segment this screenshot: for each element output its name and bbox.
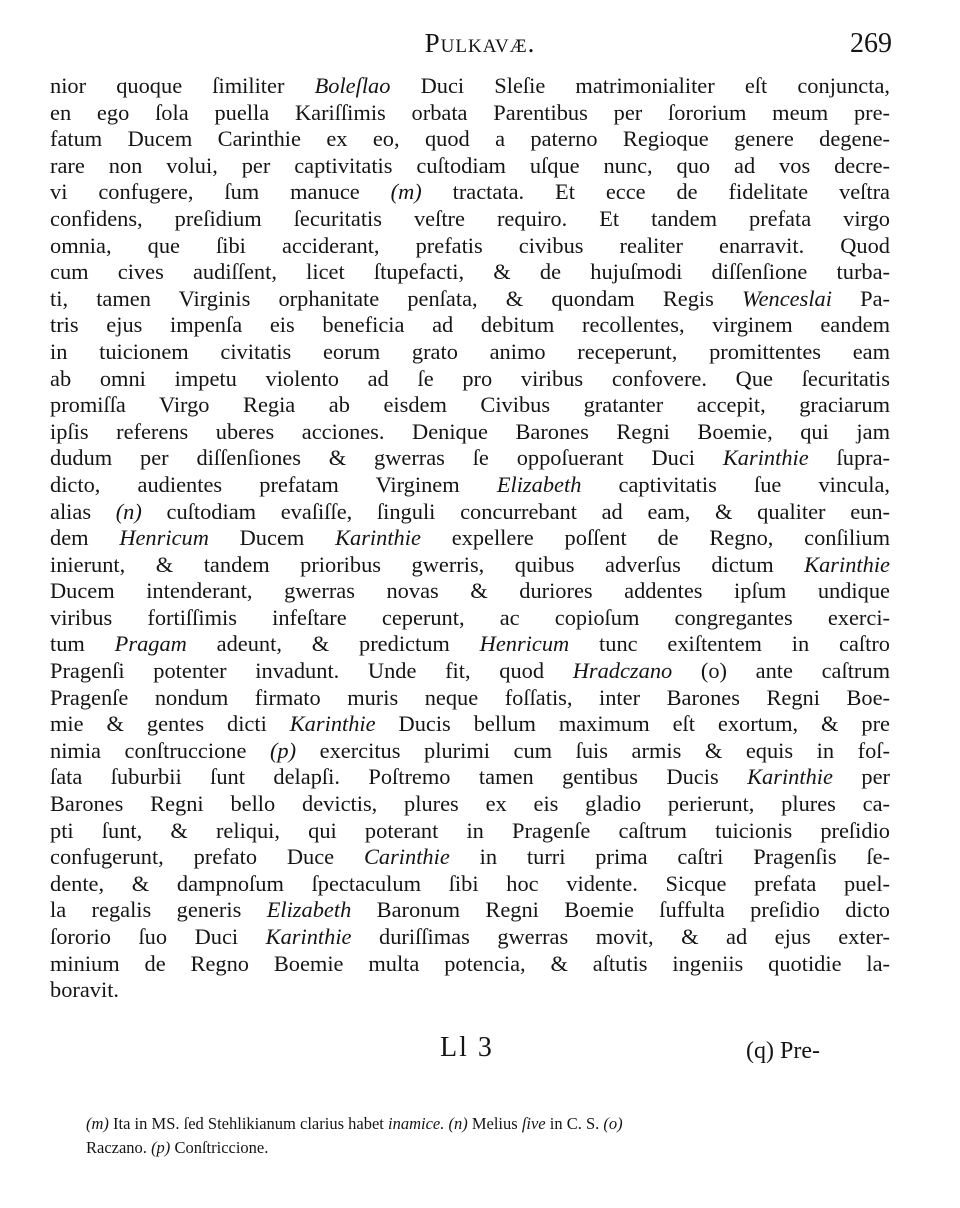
- body-line: [50, 339, 890, 366]
- body-text: confidens, preſidium ſecuritatis veſtre requiro. Et tandem prefata virgo: [50, 205, 890, 231]
- body-text: ti, tamen Virginis orphanitate penſata, & quondam Regis: [50, 285, 743, 311]
- body-text: ab omni impetu violento ad ſe pro viribus confovere. Que ſecuritatis: [50, 365, 890, 391]
- footnote-text: Melius: [467, 1114, 522, 1133]
- body-text: captivitatis ſue vincula,: [581, 471, 890, 497]
- body-italic-text: Karinthie: [747, 764, 833, 790]
- body-text: exercitus plurimi cum ſuis armis & equis in foſ-: [296, 737, 890, 763]
- body-text: dicto, audientes prefatam Virginem: [50, 471, 497, 497]
- body-text: en ego ſola puella Kariſſimis orbata Parentibus per ſororium meum pre-: [50, 99, 890, 125]
- body-line: [50, 977, 890, 1004]
- footnotes-block: [86, 1112, 886, 1160]
- body-text: la regalis generis: [50, 897, 267, 923]
- body-line: [50, 578, 890, 605]
- body-line: [50, 844, 890, 871]
- body-line: [50, 233, 890, 260]
- body-line: [50, 951, 890, 978]
- body-text: cum cives audiſſent, licet ſtupefacti, & de hujuſmodi diſſenſione turba-: [50, 259, 890, 285]
- body-italic-text: Karinthie: [289, 711, 376, 737]
- body-text: Ducem intenderant, gwerras novas & duriores addentes ipſum undique: [50, 578, 890, 604]
- body-text: Duci Sleſie matrimonialiter eſt conjuncta,: [390, 73, 890, 98]
- footnote-rule: [50, 1100, 170, 1101]
- body-italic-text: (m): [390, 179, 422, 205]
- body-italic-text: Henricum: [479, 631, 570, 657]
- body-text: dem: [50, 525, 120, 551]
- body-italic-text: Karinthie: [335, 525, 421, 551]
- body-text: tractata. Et ecce de fidelitate veſtra: [421, 179, 890, 205]
- body-line: [50, 738, 890, 765]
- body-text: per: [832, 764, 890, 790]
- body-text: ipſis referens uberes acciones. Denique Barones Regni Boemie, qui jam: [50, 418, 890, 444]
- body-text: adeunt, & predictum: [186, 631, 480, 657]
- body-text: rare non volui, per captivitatis cuſtodiam uſque nunc, quo ad vos decre-: [50, 152, 890, 178]
- body-line: [50, 206, 890, 233]
- body-text: tum: [50, 631, 115, 657]
- body-text: vi confugere, ſum manuce: [50, 179, 391, 205]
- body-line: [50, 897, 890, 924]
- body-text: Ducis bellum maximum eſt exortum, & pre: [375, 711, 890, 737]
- body-text: pti ſunt, & reliqui, qui poterant in Pragenſe caſtrum tuicionis preſidio: [50, 817, 890, 843]
- body-line: [50, 392, 890, 419]
- body-italic-text: (p): [269, 737, 297, 763]
- body-text: inierunt, & tandem prioribus gwerris, quibus adverſus dictum: [50, 551, 805, 577]
- body-text: Baronum Regni Boemie ſuffulta preſidio dicto: [351, 897, 890, 923]
- footnote-italic-text: (p): [151, 1138, 171, 1157]
- body-italic-text: Karinthie: [722, 445, 809, 471]
- body-text: nimia conſtruccione: [50, 737, 270, 763]
- body-text: confugerunt, prefato Duce: [50, 844, 364, 870]
- body-line: [50, 791, 890, 818]
- body-text: minium de Regno Boemie multa potencia, & aſtutis ingeniis quotidie la-: [50, 950, 890, 976]
- body-text: dente, & dampnoſum ſpectaculum ſibi hoc vidente. Sicque prefata puel-: [50, 870, 890, 896]
- body-line: [50, 605, 890, 632]
- body-line: [50, 259, 890, 286]
- body-line: [50, 445, 890, 472]
- body-line: [50, 871, 890, 898]
- body-text: in tuicionem civitatis eorum grato animo receperunt, promittentes eam: [50, 338, 890, 364]
- body-text: (o) ante caſtrum: [672, 658, 890, 684]
- footnote-line: [86, 1136, 886, 1160]
- main-text-block: [50, 73, 890, 1004]
- body-italic-text: Elizabeth: [496, 471, 582, 497]
- body-text: mie & gentes dicti: [50, 711, 290, 737]
- footnote-text: in C. S.: [545, 1114, 604, 1133]
- body-italic-text: Karinthie: [265, 924, 352, 949]
- body-text: dudum per diſſenſiones & gwerras ſe oppoſuerant Duci: [50, 445, 723, 471]
- body-text: in turri prima caſtri Pragenſis ſe-: [449, 844, 890, 870]
- body-line: [50, 126, 890, 153]
- body-text: ſupra-: [808, 445, 890, 471]
- body-line: [50, 73, 890, 100]
- body-italic-text: Carinthie: [363, 844, 450, 870]
- body-line: [50, 179, 890, 206]
- body-italic-text: Boleſlao: [314, 73, 391, 98]
- body-line: [50, 818, 890, 845]
- body-italic-text: Pragam: [114, 631, 187, 657]
- body-text: Pragenſi potenter invadunt. Unde fit, quod: [50, 658, 573, 684]
- body-text: ſororio ſuo Duci: [50, 924, 266, 949]
- body-text: tunc exiſtentem in caſtro: [569, 631, 890, 657]
- body-text: duriſſimas gwerras movit, & ad ejus exter-: [351, 924, 890, 949]
- body-text: Ducem: [208, 525, 336, 551]
- body-text: cuſtodiam evaſiſſe, ſinguli concurrebant ad eam, & qualiter eun-: [141, 498, 890, 524]
- body-italic-text: (n): [115, 498, 142, 524]
- body-line: [50, 924, 890, 951]
- body-text: omnia, que ſibi acciderant, prefatis civibus realiter enarravit. Quod: [50, 232, 890, 258]
- body-italic-text: Wenceslai: [742, 285, 832, 311]
- footnote-text: Raczano.: [86, 1138, 152, 1157]
- body-text: alias: [50, 498, 116, 524]
- body-line: [50, 764, 890, 791]
- page-number: 269: [850, 28, 892, 59]
- body-text: Pa-: [831, 285, 890, 311]
- page-footer: [0, 1032, 960, 1072]
- body-text: Pragenſe nondum firmato muris neque foſſatis, inter Barones Regni Boe-: [50, 684, 890, 710]
- body-line: [50, 658, 890, 685]
- page-header: [0, 28, 960, 68]
- catchword: (q) Pre-: [746, 1038, 820, 1064]
- body-line: [50, 286, 890, 313]
- footnote-text: Ita in MS. ſed Stehlikianum clarius habet: [108, 1114, 388, 1133]
- body-text: nior quoque ſimiliter: [50, 73, 315, 98]
- body-italic-text: Elizabeth: [266, 897, 352, 923]
- body-line: [50, 499, 890, 526]
- body-text: ſata ſuburbii ſunt delapſi. Poſtremo tamen gentibus Ducis: [50, 764, 748, 790]
- running-title: Pulkavæ.: [424, 28, 536, 58]
- footnote-italic-text: (m): [86, 1114, 109, 1133]
- body-line: [50, 552, 890, 579]
- body-line: [50, 685, 890, 712]
- body-text: tris ejus impenſa eis beneficia ad debitum recollentes, virginem eandem: [50, 312, 890, 338]
- body-line: [50, 419, 890, 446]
- body-line: [50, 100, 890, 127]
- body-line: [50, 312, 890, 339]
- footnote-italic-text: inamice.: [387, 1114, 445, 1133]
- body-text: Barones Regni bello devictis, plures ex eis gladio perierunt, plures ca-: [50, 791, 890, 817]
- body-text: fatum Ducem Carinthie ex eo, quod a paterno Regioque genere degene-: [50, 126, 890, 152]
- footnote-italic-text: (o): [603, 1114, 623, 1133]
- body-line: [50, 711, 890, 738]
- body-line: [50, 472, 890, 499]
- footnote-text: Conſtriccione.: [170, 1138, 269, 1157]
- body-italic-text: Karinthie: [804, 551, 890, 577]
- body-line: [50, 631, 890, 658]
- signature-mark: Ll 3: [440, 1032, 494, 1063]
- body-text: boravit.: [50, 977, 120, 1003]
- body-line: [50, 525, 890, 552]
- body-text: promiſſa Virgo Regia ab eisdem Civibus gratanter accepit, graciarum: [50, 392, 890, 418]
- body-text: expellere poſſent de Regno, conſilium: [420, 525, 890, 551]
- footnote-italic-text: (n): [448, 1114, 468, 1133]
- footnote-line: [86, 1112, 886, 1136]
- body-italic-text: Hradczano: [572, 658, 673, 684]
- footnote-italic-text: ſive: [521, 1114, 546, 1133]
- body-text: viribus fortiſſimis infeſtare ceperunt, ac copioſum congregantes exerci-: [50, 604, 890, 630]
- body-italic-text: Henricum: [119, 525, 209, 551]
- body-line: [50, 153, 890, 180]
- body-line: [50, 366, 890, 393]
